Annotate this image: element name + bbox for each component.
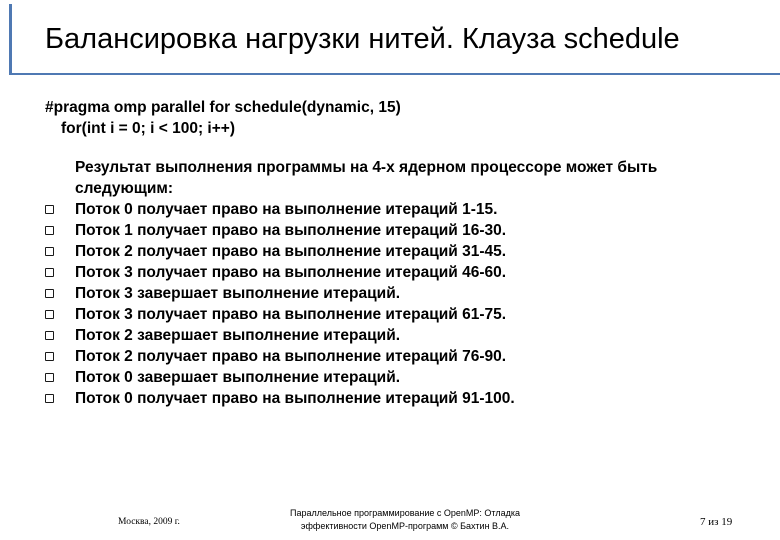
bullet-text: Поток 3 завершает выполнение итераций.	[75, 285, 401, 302]
list-item	[45, 367, 745, 388]
intro-text: Результат выполнения программы на 4-х ядерном процессоре может быть следующим:	[75, 159, 658, 197]
list-item	[45, 199, 745, 220]
square-bullet-icon	[45, 310, 54, 319]
square-bullet-icon	[45, 289, 54, 298]
code-line: for(int i = 0; i < 100; i++)	[61, 120, 235, 137]
list-item	[45, 346, 745, 367]
bullet-text: Поток 2 получает право на выполнение итераций 76-90.	[75, 348, 507, 365]
bullet-text: Поток 3 получает право на выполнение итераций 46-60.	[75, 264, 507, 281]
square-bullet-icon	[45, 331, 54, 340]
bullet-text: Поток 0 получает право на выполнение итераций 91-100.	[75, 390, 515, 407]
list-item	[45, 241, 745, 262]
bullet-list	[45, 199, 745, 409]
title-accent-bar	[9, 4, 12, 74]
footer-course-line: Параллельное программирование с OpenMP: Отладка	[290, 508, 520, 518]
bullet-text: Поток 3 получает право на выполнение итераций 61-75.	[75, 306, 507, 323]
slide-body	[45, 157, 745, 409]
bullet-text: Поток 2 завершает выполнение итераций.	[75, 327, 401, 344]
list-item	[45, 220, 745, 241]
title-underline	[9, 73, 780, 75]
list-item	[45, 325, 745, 346]
footer-course-info	[250, 507, 560, 533]
bullet-text: Поток 0 завершает выполнение итераций.	[75, 369, 401, 386]
square-bullet-icon	[45, 205, 54, 214]
square-bullet-icon	[45, 247, 54, 256]
code-line: #pragma omp parallel for schedule(dynamic, 15)	[45, 99, 401, 116]
square-bullet-icon	[45, 268, 54, 277]
square-bullet-icon	[45, 352, 54, 361]
list-item	[45, 262, 745, 283]
footer-location-date: Москва, 2009 г.	[118, 517, 180, 527]
page-number: 7 из 19	[700, 516, 733, 528]
square-bullet-icon	[45, 373, 54, 382]
code-block	[45, 97, 401, 139]
bullet-text: Поток 1 получает право на выполнение итераций 16-30.	[75, 222, 507, 239]
square-bullet-icon	[45, 226, 54, 235]
bullet-text: Поток 0 получает право на выполнение итераций 1-15.	[75, 201, 498, 218]
bullet-text: Поток 2 получает право на выполнение итераций 31-45.	[75, 243, 507, 260]
square-bullet-icon	[45, 394, 54, 403]
list-item	[45, 388, 745, 409]
list-item	[45, 283, 745, 304]
list-item	[45, 304, 745, 325]
footer-course-line: эффективности OpenMP-программ © Бахтин В.А.	[300, 521, 510, 531]
slide-title: Балансировка нагрузки нитей. Клауза schedule	[45, 23, 680, 55]
